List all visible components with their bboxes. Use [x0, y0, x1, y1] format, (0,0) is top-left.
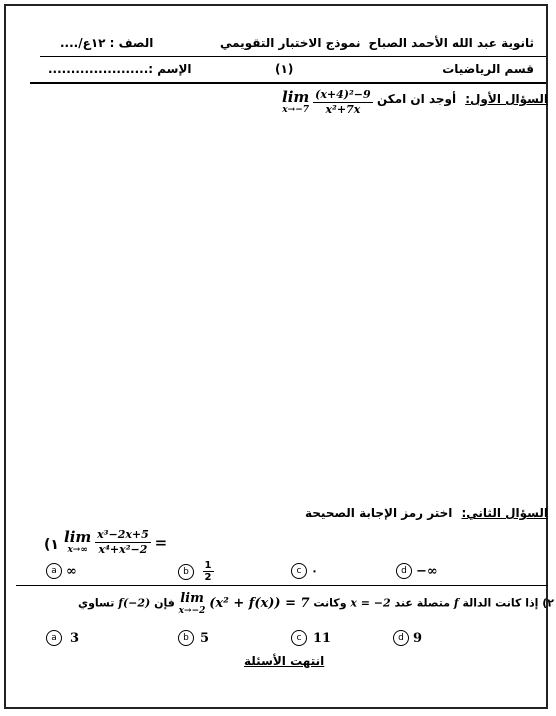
q1-lim: [282, 90, 309, 115]
option-c-circle: c: [291, 563, 307, 579]
q1-label: السؤال الأول:: [465, 92, 548, 106]
option-d-value: 9: [413, 630, 423, 646]
item2-text-equals: تساوي: [78, 596, 115, 610]
item2-question: [78, 591, 554, 616]
option-b-circle: b: [178, 630, 194, 646]
option-d-circle: d: [396, 563, 412, 579]
item2-limit: [179, 591, 310, 616]
item2-text-start: ٢) إذا كانت الدالة: [462, 596, 555, 610]
exam-title: نموذج الاختبار التقويمي: [220, 36, 361, 50]
item1-expression: [64, 528, 167, 557]
q2-row: [305, 502, 548, 521]
option-a-value: ∞: [66, 563, 77, 579]
item1-number: ١): [44, 537, 59, 553]
item1-equals: =: [154, 533, 168, 552]
item2-x-eq: x = −2: [350, 596, 391, 610]
item1-numerator: x³−2x+5: [97, 528, 149, 541]
option-d-value: −∞: [416, 563, 438, 579]
option-b-num: 1: [204, 560, 212, 571]
option-c-value: ٠: [311, 563, 318, 579]
option-d-circle: d: [393, 630, 409, 646]
option-c-circle: c: [291, 630, 307, 646]
item1-fraction: [95, 528, 151, 557]
q1-numerator: (x+4)²−9: [315, 88, 371, 101]
name-label: الإسم :......................: [48, 62, 192, 76]
item1-denominator: x⁴+x²−2: [98, 543, 148, 556]
option-b-fraction: [203, 560, 214, 583]
q2-instruction: اختر رمز الإجابة الصحيحة: [305, 506, 453, 520]
item2-text-then: فإن: [154, 596, 175, 610]
q1-lim-sub: x→−7: [282, 105, 309, 115]
q1-row: [377, 88, 548, 107]
option-a-circle: a: [46, 563, 62, 579]
q2-label: السؤال الثاني:: [461, 506, 548, 520]
option-c-value: 11: [313, 630, 332, 646]
item1-option-d[interactable]: [396, 563, 438, 579]
option-a-value: 3: [70, 630, 80, 646]
option-a-circle: a: [46, 630, 62, 646]
department-label: قسم الرياضيات: [442, 62, 534, 76]
item2-text-and: وكانت: [313, 596, 347, 610]
item1-option-c[interactable]: [291, 563, 318, 579]
item1-option-a[interactable]: [46, 563, 77, 579]
item2-text-cont: متصلة عند: [394, 596, 451, 610]
q1-instruction: أوجد ان امكن: [376, 92, 457, 106]
header-divider-bottom: [30, 82, 546, 84]
end-of-questions: انتهت الأسئلة: [244, 654, 325, 668]
grade-label: الصف : ١٢ع/....: [60, 36, 154, 50]
q1-denominator: x²+7x: [325, 103, 361, 116]
item2-lim: [179, 591, 206, 616]
school-name: ثانوية عبد الله الأحمد الصباح: [368, 36, 534, 50]
item1-lim: [64, 530, 91, 555]
item1-option-b[interactable]: [178, 560, 214, 583]
item2-option-c[interactable]: [291, 630, 331, 646]
q1-expression: [282, 88, 373, 117]
option-b-den: 2: [204, 572, 212, 583]
item2-option-d[interactable]: [393, 630, 422, 646]
header-divider-top: [40, 56, 546, 57]
item2-option-b[interactable]: [178, 630, 209, 646]
item1-lim-sub: x→∞: [67, 545, 88, 555]
item2-f: f: [453, 596, 459, 610]
option-b-circle: b: [178, 564, 194, 580]
item2-f-of: f(−2): [118, 596, 151, 610]
model-number: (١): [275, 62, 294, 76]
items-divider: [16, 585, 548, 586]
item2-lim-word: lim: [180, 591, 204, 606]
option-b-value: 5: [200, 630, 210, 646]
item1-lim-word: lim: [64, 528, 92, 546]
q1-fraction: [313, 88, 373, 117]
item2-option-a[interactable]: [46, 630, 79, 646]
item2-limit-expr: (x² + f(x)) = 7: [209, 596, 310, 611]
item2-lim-sub: x→−2: [178, 606, 206, 616]
q1-lim-word: lim: [282, 88, 310, 106]
